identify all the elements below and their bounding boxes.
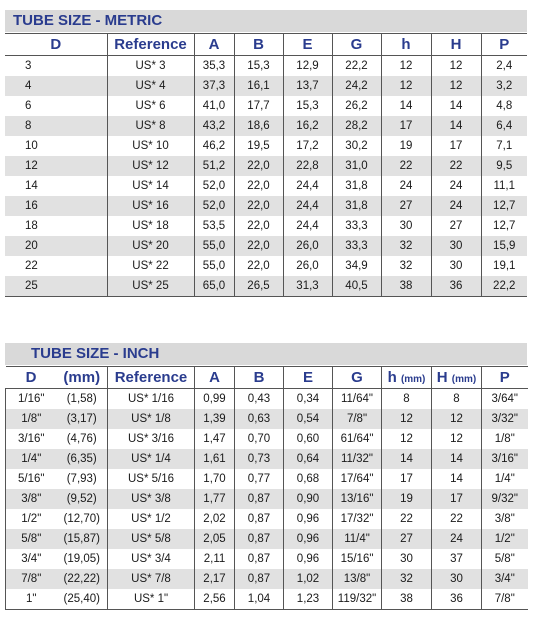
h-small-label: h [387, 369, 397, 386]
cell-p: 3/16" [482, 449, 528, 469]
cell-d: 7/8" [6, 569, 57, 589]
cell-g: 26,2 [332, 96, 381, 116]
cell-reference: US* 8 [107, 116, 194, 136]
cell-reference: US* 3/8 [108, 489, 195, 509]
cell-h-small: 12 [382, 429, 432, 449]
cell-d: 18 [25, 220, 38, 232]
cell-h-large: 22 [431, 156, 481, 176]
table-row [6, 489, 528, 509]
h-large-label: H [436, 369, 448, 386]
cell-h-small: 14 [381, 96, 431, 116]
cell-d: 3/8" [6, 489, 57, 509]
cell-reference: US* 22 [107, 256, 194, 276]
cell-reference: US* 1/8 [108, 409, 195, 429]
cell-b: 0,77 [235, 469, 284, 489]
cell-b: 19,5 [234, 136, 283, 156]
cell-h-small: 12 [382, 409, 432, 429]
cell-d: 3/16" [6, 429, 57, 449]
cell-g: 30,2 [332, 136, 381, 156]
cell-a: 52,0 [194, 196, 234, 216]
cell-e: 0,60 [284, 429, 333, 449]
cell-d: 20 [5, 236, 107, 256]
cell-b: 0,87 [235, 529, 284, 549]
cell-e: 17,2 [283, 136, 332, 156]
table-row [6, 549, 528, 569]
cell-reference: US* 25 [107, 276, 194, 297]
inch-header-row [6, 367, 528, 389]
cell-d: 14 [25, 180, 38, 192]
cell-a: 65,0 [194, 276, 234, 297]
cell-h-large: 12 [432, 429, 482, 449]
cell-p: 12,7 [481, 196, 527, 216]
cell-reference: US* 6 [107, 96, 194, 116]
cell-a: 1,70 [195, 469, 235, 489]
cell-h-large: 14 [432, 469, 482, 489]
cell-h-large: 12 [432, 409, 482, 429]
cell-h-large: 14 [431, 116, 481, 136]
cell-p: 9/32" [482, 489, 528, 509]
cell-b: 15,3 [234, 56, 283, 77]
cell-reference: US* 1/16 [108, 389, 195, 410]
cell-d: 1/16" [6, 389, 57, 410]
cell-a: 55,0 [194, 236, 234, 256]
cell-a: 0,99 [195, 389, 235, 410]
cell-e: 0,54 [284, 409, 333, 429]
cell-g: 28,2 [332, 116, 381, 136]
cell-d: 4 [5, 76, 107, 96]
cell-mm: (12,70) [63, 513, 100, 525]
cell-mm: (7,93) [66, 473, 97, 485]
cell-h-large: 14 [432, 449, 482, 469]
col-header-h-small [382, 367, 432, 389]
cell-p: 1/2" [482, 529, 528, 549]
cell-d: 5/8" [6, 529, 57, 549]
cell-reference: US* 5/16 [108, 469, 195, 489]
table-row [5, 56, 527, 77]
cell-g: 11/32" [333, 449, 382, 469]
cell-p: 3/4" [482, 569, 528, 589]
cell-a: 1,39 [195, 409, 235, 429]
cell-a: 2,11 [195, 549, 235, 569]
cell-d: 22 [25, 260, 38, 272]
h-large-unit: (mm) [451, 374, 477, 385]
cell-h-small: 19 [381, 136, 431, 156]
cell-h-small: 14 [382, 449, 432, 469]
cell-reference: US* 1" [108, 589, 195, 610]
cell-h-small: 27 [381, 196, 431, 216]
cell-e: 24,4 [283, 196, 332, 216]
cell-p: 3,2 [481, 76, 527, 96]
cell-reference: US* 5/8 [108, 529, 195, 549]
cell-h-small: 22 [381, 156, 431, 176]
cell-p: 1/8" [482, 429, 528, 449]
col-header-a: A [195, 367, 235, 389]
table-row [5, 156, 527, 176]
cell-a: 46,2 [194, 136, 234, 156]
cell-d: 1" [6, 589, 57, 610]
cell-e: 0,90 [284, 489, 333, 509]
table-row [5, 216, 527, 236]
cell-e: 26,0 [283, 256, 332, 276]
cell-h-small: 12 [381, 76, 431, 96]
cell-e: 26,0 [283, 236, 332, 256]
cell-reference: US* 16 [107, 196, 194, 216]
table-row [6, 449, 528, 469]
cell-reference: US* 4 [107, 76, 194, 96]
cell-g: 61/64" [333, 429, 382, 449]
cell-a: 1,77 [195, 489, 235, 509]
cell-h-large: 14 [431, 96, 481, 116]
cell-p: 1/4" [482, 469, 528, 489]
cell-e: 0,68 [284, 469, 333, 489]
cell-b: 17,7 [234, 96, 283, 116]
cell-e: 0,64 [284, 449, 333, 469]
col-header-reference: Reference [108, 367, 195, 389]
table-row [6, 389, 528, 410]
cell-e: 0,96 [284, 509, 333, 529]
cell-p: 11,1 [481, 176, 527, 196]
cell-b: 16,1 [234, 76, 283, 96]
cell-g: 33,3 [332, 216, 381, 236]
cell-reference: US* 20 [107, 236, 194, 256]
cell-h-small: 30 [382, 549, 432, 569]
cell-h-small: 38 [381, 276, 431, 297]
cell-h-large: 36 [431, 276, 481, 297]
cell-p: 19,1 [481, 256, 527, 276]
col-header-a: A [194, 34, 234, 56]
cell-g: 13/16" [333, 489, 382, 509]
col-header-reference: Reference [107, 34, 194, 56]
cell-h-small: 38 [382, 589, 432, 610]
cell-e: 0,96 [284, 549, 333, 569]
table-row [6, 409, 528, 429]
cell-a: 2,56 [195, 589, 235, 610]
table-row [5, 196, 527, 216]
cell-e: 15,3 [283, 96, 332, 116]
table-row [5, 96, 527, 116]
cell-reference: US* 1/4 [108, 449, 195, 469]
cell-p: 15,9 [481, 236, 527, 256]
cell-h-large: 22 [432, 509, 482, 529]
cell-e: 1,23 [284, 589, 333, 610]
cell-p: 4,8 [481, 96, 527, 116]
cell-h-small: 19 [382, 489, 432, 509]
cell-g: 31,0 [332, 156, 381, 176]
table-row [6, 569, 528, 589]
table-row [5, 276, 527, 297]
cell-p: 5/8" [482, 549, 528, 569]
cell-d: 3/4" [6, 549, 57, 569]
cell-a: 55,0 [194, 256, 234, 276]
cell-d: 1/2" [6, 509, 57, 529]
cell-h-small: 12 [381, 56, 431, 77]
cell-reference: US* 14 [107, 176, 194, 196]
cell-b: 26,5 [234, 276, 283, 297]
cell-mm: (4,76) [66, 433, 97, 445]
cell-h-large: 24 [431, 196, 481, 216]
cell-p: 9,5 [481, 156, 527, 176]
cell-d: 12 [5, 156, 107, 176]
inch-table [5, 366, 528, 610]
cell-h-small: 32 [382, 569, 432, 589]
cell-a: 51,2 [194, 156, 234, 176]
cell-reference: US* 3/16 [108, 429, 195, 449]
cell-h-large: 30 [431, 236, 481, 256]
col-header-p: P [482, 367, 528, 389]
col-header-g: G [332, 34, 381, 56]
cell-h-large: 36 [432, 589, 482, 610]
cell-b: 0,87 [235, 569, 284, 589]
cell-e: 24,4 [283, 176, 332, 196]
cell-g: 7/8" [333, 409, 382, 429]
col-header-d: D [6, 367, 57, 389]
cell-p: 3/64" [482, 389, 528, 410]
cell-b: 0,63 [235, 409, 284, 429]
cell-b: 0,87 [235, 549, 284, 569]
metric-header-row [5, 34, 527, 56]
cell-a: 37,3 [194, 76, 234, 96]
cell-reference: US* 3 [107, 56, 194, 77]
cell-a: 2,02 [195, 509, 235, 529]
cell-h-small: 8 [382, 389, 432, 410]
cell-g: 31,8 [332, 176, 381, 196]
cell-b: 18,6 [234, 116, 283, 136]
cell-g: 33,3 [332, 236, 381, 256]
cell-g: 15/16" [333, 549, 382, 569]
cell-h-large: 24 [431, 176, 481, 196]
cell-g: 24,2 [332, 76, 381, 96]
col-header-d: D [5, 34, 107, 56]
metric-title: TUBE SIZE - METRIC [5, 10, 527, 32]
cell-e: 16,2 [283, 116, 332, 136]
cell-p: 12,7 [481, 216, 527, 236]
cell-b: 0,73 [235, 449, 284, 469]
cell-h-large: 8 [432, 389, 482, 410]
table-row [5, 136, 527, 156]
cell-mm: (9,52) [57, 489, 108, 509]
cell-p: 22,2 [481, 276, 527, 297]
cell-h-small: 27 [382, 529, 432, 549]
cell-mm: (6,35) [57, 449, 108, 469]
cell-g: 119/32" [333, 589, 382, 610]
cell-p: 2,4 [481, 56, 527, 77]
cell-mm: (1,58) [66, 393, 97, 405]
col-header-e: E [283, 34, 332, 56]
cell-h-large: 37 [432, 549, 482, 569]
table-row [5, 176, 527, 196]
cell-b: 0,87 [235, 509, 284, 529]
cell-reference: US* 10 [107, 136, 194, 156]
cell-g: 34,9 [332, 256, 381, 276]
cell-d: 10 [25, 140, 38, 152]
cell-h-large: 17 [431, 136, 481, 156]
table-row [6, 469, 528, 489]
h-small-unit: (mm) [400, 374, 426, 385]
cell-h-large: 30 [431, 256, 481, 276]
cell-a: 52,0 [194, 176, 234, 196]
cell-d: 1/8" [6, 409, 57, 429]
cell-h-small: 17 [382, 469, 432, 489]
cell-b: 22,0 [234, 156, 283, 176]
cell-d: 25 [5, 276, 107, 297]
cell-h-large: 12 [431, 56, 481, 77]
col-header-h-large: H [431, 34, 481, 56]
col-header-h-small: h [381, 34, 431, 56]
cell-b: 22,0 [234, 216, 283, 236]
cell-mm: (3,17) [57, 409, 108, 429]
cell-g: 11/4" [333, 529, 382, 549]
cell-h-large: 30 [432, 569, 482, 589]
cell-a: 35,3 [194, 56, 234, 77]
table-row [5, 76, 527, 96]
cell-mm: (15,87) [57, 529, 108, 549]
table-row [5, 256, 527, 276]
cell-h-large: 12 [431, 76, 481, 96]
cell-e: 0,96 [284, 529, 333, 549]
cell-b: 22,0 [234, 256, 283, 276]
cell-reference: US* 12 [107, 156, 194, 176]
cell-d: 8 [5, 116, 107, 136]
cell-h-small: 22 [382, 509, 432, 529]
cell-e: 0,34 [284, 389, 333, 410]
cell-b: 0,70 [235, 429, 284, 449]
cell-a: 1,47 [195, 429, 235, 449]
cell-h-large: 24 [432, 529, 482, 549]
cell-h-small: 24 [381, 176, 431, 196]
cell-d: 5/16" [6, 469, 57, 489]
cell-g: 13/8" [333, 569, 382, 589]
cell-a: 1,61 [195, 449, 235, 469]
cell-g: 31,8 [332, 196, 381, 216]
col-header-p: P [481, 34, 527, 56]
cell-h-large: 17 [432, 489, 482, 509]
cell-a: 43,2 [194, 116, 234, 136]
table-row [5, 116, 527, 136]
cell-g: 17/32" [333, 509, 382, 529]
cell-e: 1,02 [284, 569, 333, 589]
inch-title: TUBE SIZE - INCH [5, 343, 527, 365]
cell-reference: US* 3/4 [108, 549, 195, 569]
cell-h-large: 27 [431, 216, 481, 236]
cell-h-small: 17 [381, 116, 431, 136]
cell-b: 22,0 [234, 196, 283, 216]
cell-reference: US* 7/8 [108, 569, 195, 589]
metric-table [5, 33, 527, 297]
cell-h-small: 32 [381, 236, 431, 256]
cell-d: 6 [25, 100, 32, 112]
cell-p: 7/8" [482, 589, 528, 610]
col-header-e: E [284, 367, 333, 389]
cell-mm: (25,40) [57, 589, 108, 610]
col-header-mm: (mm) [57, 367, 108, 389]
cell-mm: (22,22) [57, 569, 108, 589]
col-header-b: B [235, 367, 284, 389]
cell-g: 40,5 [332, 276, 381, 297]
col-header-g: G [333, 367, 382, 389]
cell-reference: US* 1/2 [108, 509, 195, 529]
cell-a: 2,05 [195, 529, 235, 549]
cell-p: 7,1 [481, 136, 527, 156]
cell-b: 22,0 [234, 176, 283, 196]
cell-mm: (19,05) [63, 553, 100, 565]
cell-g: 22,2 [332, 56, 381, 77]
cell-e: 31,3 [283, 276, 332, 297]
cell-reference: US* 18 [107, 216, 194, 236]
cell-p: 6,4 [481, 116, 527, 136]
cell-e: 24,4 [283, 216, 332, 236]
cell-p: 3/32" [482, 409, 528, 429]
cell-g: 17/64" [333, 469, 382, 489]
cell-e: 12,9 [283, 56, 332, 77]
col-header-h-large [432, 367, 482, 389]
cell-a: 2,17 [195, 569, 235, 589]
cell-b: 1,04 [235, 589, 284, 610]
cell-h-small: 32 [381, 256, 431, 276]
cell-d: 1/4" [6, 449, 57, 469]
cell-a: 41,0 [194, 96, 234, 116]
cell-b: 0,87 [235, 489, 284, 509]
table-row [6, 529, 528, 549]
table-row [6, 429, 528, 449]
cell-d: 3 [25, 60, 32, 72]
cell-e: 22,8 [283, 156, 332, 176]
cell-h-small: 30 [381, 216, 431, 236]
cell-d: 16 [5, 196, 107, 216]
table-row [5, 236, 527, 256]
col-header-b: B [234, 34, 283, 56]
cell-p: 3/8" [482, 509, 528, 529]
cell-e: 13,7 [283, 76, 332, 96]
cell-b: 22,0 [234, 236, 283, 256]
table-row [6, 589, 528, 610]
cell-g: 11/64" [333, 389, 382, 410]
cell-a: 53,5 [194, 216, 234, 236]
table-row [6, 509, 528, 529]
cell-b: 0,43 [235, 389, 284, 410]
